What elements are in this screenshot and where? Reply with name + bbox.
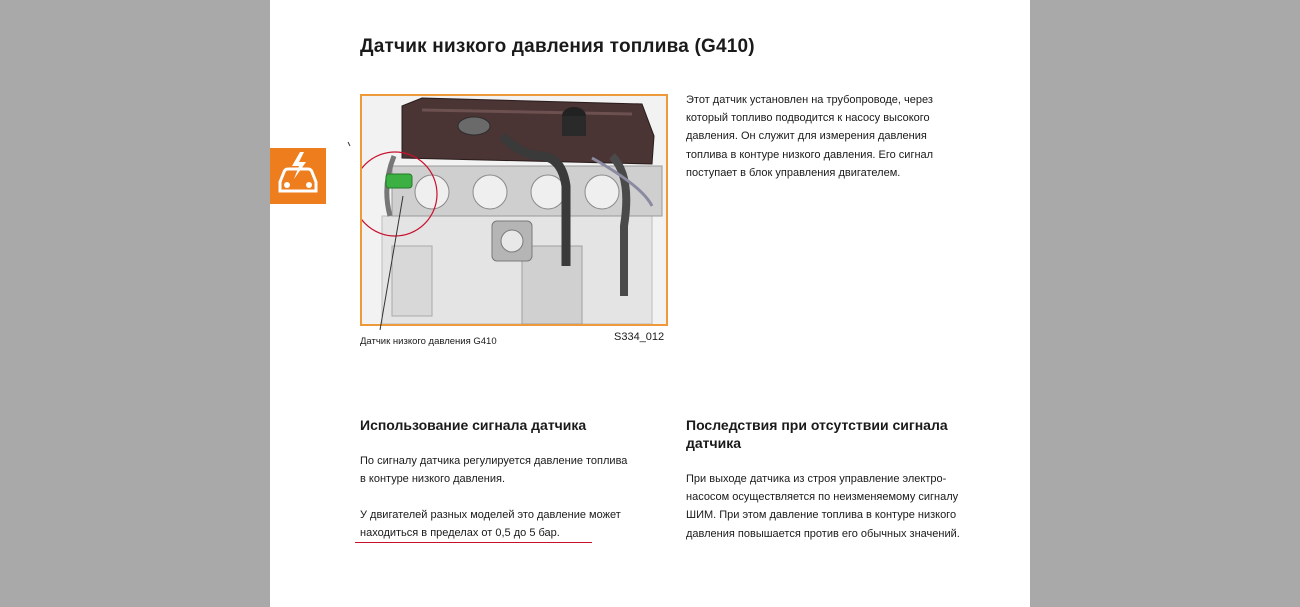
text-line: Этот датчик установлен на трубопроводе, через xyxy=(686,94,933,106)
sensor-description xyxy=(686,91,933,182)
signal-usage-heading xyxy=(360,416,586,434)
text-line: давления повышается против его обычных значений. xyxy=(686,527,960,540)
figure-code: S334_012 xyxy=(614,331,665,343)
text-line: По сигналу датчика регулируется давление топлива xyxy=(360,455,628,467)
text-line: У двигателей разных моделей это давление может xyxy=(360,509,621,521)
pressure-range-underline xyxy=(355,542,592,543)
signal-usage-paragraph-2 xyxy=(360,506,621,542)
document-page xyxy=(270,0,1030,607)
text-line: поступает в блок управления двигателем. xyxy=(686,166,901,179)
signal-usage-paragraph-1 xyxy=(360,452,627,488)
heading-line: датчика xyxy=(686,435,742,451)
signal-absence-heading xyxy=(686,416,948,452)
text-line: давления. Он служит для измерения давления xyxy=(686,130,927,143)
heading-text: Использование сигнала датчика xyxy=(360,417,587,433)
text-line: находиться в пределах от 0,5 до 5 бар. xyxy=(360,527,560,540)
text-line: который топливо подводится к насосу высокого xyxy=(686,112,930,125)
text-line: насосом осуществляется по неизменяемому сигналу xyxy=(686,491,959,504)
text-line: При выходе датчика из строя управление электро- xyxy=(686,473,947,485)
signal-absence-paragraph xyxy=(686,470,960,543)
page-title: Датчик низкого давления топлива (G410) xyxy=(360,36,755,57)
text-line: ШИМ. При этом давление топлива в контуре низкого xyxy=(686,509,957,522)
figure-caption: Датчик низкого давления G410 xyxy=(360,336,497,347)
text-line: в контуре низкого давления. xyxy=(360,473,506,486)
text-line: топлива в контуре низкого давления. Его сигнал xyxy=(686,148,934,161)
heading-line: Последствия при отсутствии сигнала xyxy=(686,417,948,433)
